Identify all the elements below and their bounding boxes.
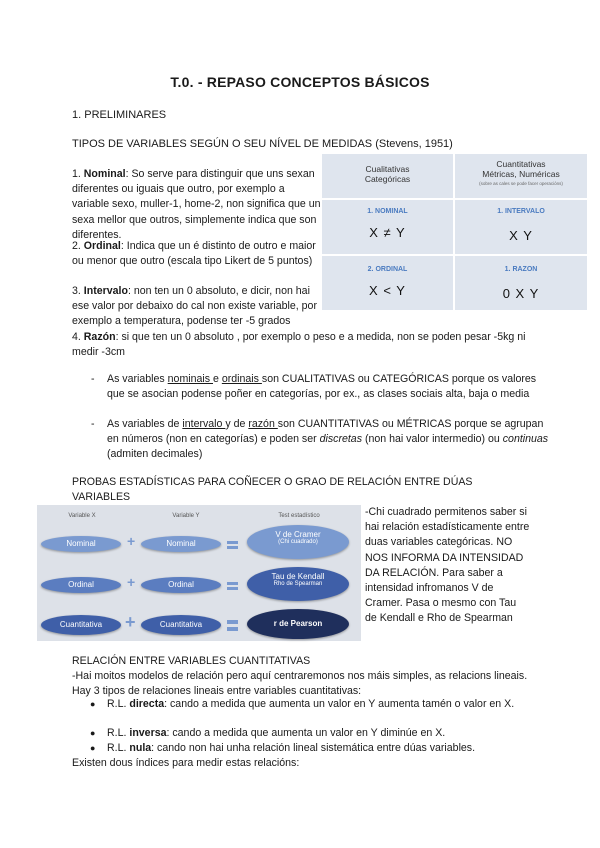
plus-icon: + <box>127 533 136 549</box>
table-symbol-nominal: X ≠ Y <box>369 225 406 240</box>
item-razon: 4. Razón: si que ten un 0 absoluto , por exemplo o peso e a medida, non se poden pesar -5kg ni medir -3cm <box>72 331 526 359</box>
statistical-tests-diagram <box>37 505 361 641</box>
pill-test-kendall: Tau de Kendall Rho de Spearman <box>247 567 349 601</box>
table-symbol-razon: 0 X Y <box>502 286 540 301</box>
equals-icon-top <box>227 582 238 585</box>
item-nominal: 1. Nominal: So serve para distinguir que uns sexan diferentes ou iguais que outro, por exemplo a variable sexo, muller-1, home-2, non significa que un sexa mellor que outros, simplemente indica que son diferentes. <box>72 168 321 241</box>
chi-square-note: -Chi cuadrado permitenos saber si hai relación estadísticamente entre duas variables categóricas. NO NOS INFORMA DA INTENSIDAD DA RELACIÓN. Para saber a intensidad infromanos V de Cramer. Pasa o mesmo con Tau de Kendall e Rho de Spearman <box>365 506 530 625</box>
relacion-heading: RELACIÓN ENTRE VARIABLES CUANTITATIVAS <box>72 655 311 667</box>
item-ordinal: 2. Ordinal: Indica que un é distinto de outro e maior ou menor que outro (escala tipo Likert de 5 puntos) <box>72 240 316 268</box>
pill-y-ordinal: Ordinal <box>141 577 221 593</box>
table-label-ordinal: 2. ORDINAL <box>367 266 408 273</box>
table-symbol-intervalo: X Y <box>509 228 533 243</box>
table-label-razon: 1. RAZON <box>504 266 538 273</box>
section-preliminares: 1. PRELIMINARES <box>72 109 167 121</box>
pill-test-pearson: r de Pearson <box>247 609 349 639</box>
table-header-qualitative: Cualitativas Categóricas <box>364 164 411 184</box>
table-header-quantitative: Cuantitativas Métricas, Numéricas (sobre as cales se pode facer operacións) <box>479 159 563 186</box>
pill-y-nominal: Nominal <box>141 536 221 552</box>
rl-inversa: ● R.L. inversa: cando a medida que aumenta un valor en Y diminúe en X. <box>90 727 446 739</box>
tipos-heading: TIPOS DE VARIABLES SEGÚN O SEU NÍVEL DE MEDIDAS (Stevens, 1951) <box>72 138 453 150</box>
rl-directa: ● R.L. directa: cando a medida que aumenta un valor en Y aumenta tamén o valor en X. <box>90 698 515 710</box>
table-label-nominal: 1. NOMINAL <box>367 208 408 215</box>
variable-types-table <box>322 154 587 310</box>
equals-icon-top <box>227 541 238 544</box>
rl-nula: ● R.L. nula: cando non hai unha relación lineal sistemática entre dúas variables. <box>90 742 476 754</box>
relacion-intro: -Hai moitos modelos de relación pero aquí centraremonos nos máis simples, as relacions lineais. Hay 3 tipos de relaciones lineais entre variables cuantitativas: <box>72 670 528 698</box>
plus-icon: + <box>125 612 136 632</box>
pill-test-cramer: V de Cramer (Chi cuadrado) <box>247 525 349 559</box>
equals-icon-bottom <box>227 546 238 549</box>
page-title: T.0. - REPASO CONCEPTOS BÁSICOS <box>170 74 430 90</box>
diagram-header-x: Variable X <box>68 513 96 519</box>
item-intervalo: 3. Intervalo: non ten un 0 absoluto, e dicir, non hai ese valor por debaixo do cal non existe variable, por exemplo a temperatura, podense ter -5 grados <box>72 285 317 328</box>
pill-x-ordinal: Ordinal <box>41 577 121 593</box>
equals-icon-bottom <box>227 627 238 631</box>
plus-icon: + <box>127 574 136 590</box>
pill-y-cuantitativa: Cuantitativa <box>141 615 221 635</box>
dash-item-cualitativas: - As variables nominais e ordinais son CUALITATIVAS ou CATEGÓRICAS porque os valores que se asocian podense poñer en categorías, por ex., as clases sociais alta, baja o media <box>91 373 537 401</box>
diagram-header-test: Test estadístico <box>278 513 320 519</box>
table-symbol-ordinal: X < Y <box>369 283 406 298</box>
equals-icon-top <box>227 620 238 624</box>
pill-x-cuantitativa: Cuantitativa <box>41 615 121 635</box>
diagram-header-y: Variable Y <box>172 513 200 519</box>
closing-text: Existen dous índices para medir estas relacións: <box>72 757 300 769</box>
equals-icon-bottom <box>227 587 238 590</box>
dash-item-cuantitativas: - As variables de intervalo y de razón son CUANTITATIVAS ou MÉTRICAS porque se agrupan en números (non en categorías) e poden ser discretas (non hai valor intermedio) ou continuas (admiten decimales) <box>91 418 549 461</box>
probas-heading: PROBAS ESTADÍSTICAS PARA COÑECER O GRAO DE RELACIÓN ENTRE DÚAS VARIABLES <box>72 476 473 504</box>
pill-x-nominal: Nominal <box>41 536 121 552</box>
table-label-intervalo: 1. INTERVALO <box>497 208 545 215</box>
